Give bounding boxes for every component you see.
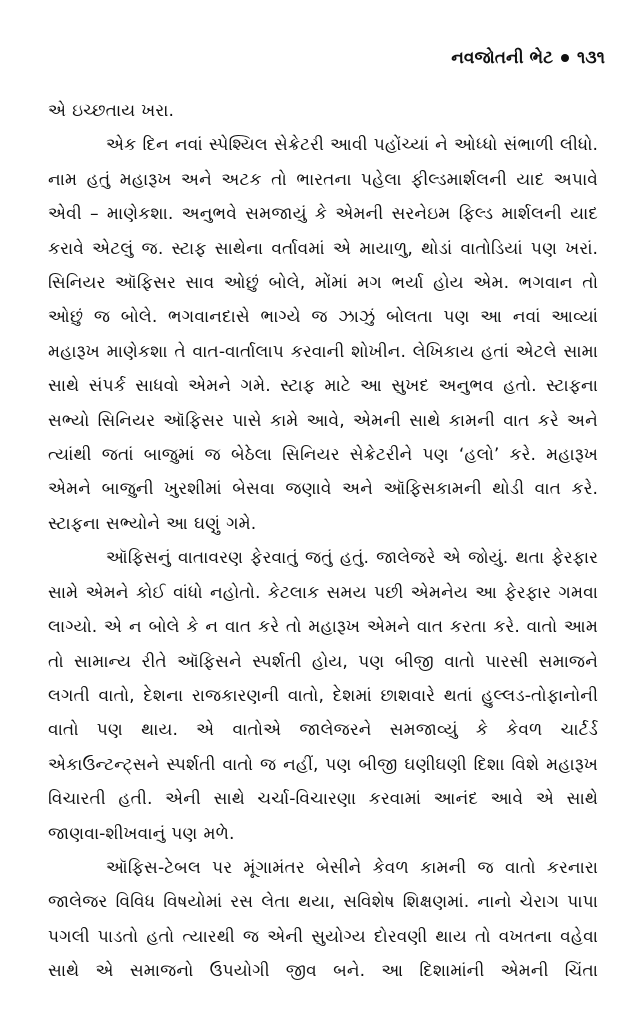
paragraph: એ ઇચ્છતાય ખરા. bbox=[48, 101, 174, 121]
running-header-title: નવજોતની ભેટ bbox=[451, 48, 554, 68]
paragraph: ઑફિસ-ટેબલ પર મૂંગામંતર બેસીને કેવળ કામની જ વાતો કરનારા જાલેજર વિવિધ વિષયોમાં રસ લેતા થયા, સવિશેષ શિક્ષણમાં. નાનો ચેરાગ પાપા પગલી પાડતો હતો ત્યારથી જ એની સુયોગ્ય દોરવણી થાય તો વખતના વહેવા સાથે એ સમાજનો ઉપયોગી જીવ બને. આ દિશામાંની એમની ચિંતા bbox=[48, 857, 598, 982]
bullet-icon bbox=[561, 54, 569, 62]
page-number: ૧૩૧ bbox=[577, 48, 605, 68]
body-text bbox=[48, 94, 598, 989]
paragraph: ઑફિસનું વાતાવરણ ફેરવાતું જતું હતું. જાલેજરે એ જોયું. થતા ફેરફાર સામે એમને કોઈ વાંધો નહોતો. કેટલાક સમય પછી એમનેય આ ફેરફાર ગમવા લાગ્યો. એ ન બોલે કે ન વાત કરે તો મહારૂખ એમને વાત કરતા કરે. વાતો આમ તો સામાન્ય રીતે ઑફિસને સ્પર્શતી હોય, પણ બીજી વાતો પારસી સમાજને લગતી વાતો, દેશના રાજકારણની વાતો, દેશમાં છાશવારે થતાં હુલ્લડ-તોફાનોની વાતો પણ થાય. એ વાતોએ જાલેજરને સમજાવ્યું કે કેવળ ચાર્ટર્ડ એકાઉન્ટન્ટ્સને સ્પર્શતી વાતો જ નહીં, પણ બીજી ઘણીઘણી દિશા વિશે મહારૂખ વિચારતી હતી. એની સાથે ચર્ચા-વિચારણા કરવામાં આનંદ આવે એ સાથે જાણવા-શીખવાનું પણ મળે. bbox=[48, 548, 598, 844]
paragraph: એક દિન નવાં સ્પેશ્યિલ સેક્રેટરી આવી પહોંચ્યાં ને ઓધ્ધો સંભાળી લીધો. નામ હતું મહારૂખ અને અટક તો ભારતના પહેલા ફીલ્ડમાર્શલની યાદ અપાવે એવી – માણેકશા. અનુભવે સમજાયું કે એમની સરનેઇમ ફિલ્ડ માર્શલની યાદ કરાવે એટલું જ. સ્ટાફ સાથેના વર્તાવમાં એ માયાળુ, થોડાં વાતોડિયાં પણ ખરાં. સિનિયર ઑફિસર સાવ ઓછું બોલે, મોંમાં મગ ભર્યા હોય એમ. ભગવાન તો ઓછું જ બોલે. ભગવાનદાસે ભાગ્યે જ ઝાઝું બોલતા પણ આ નવાં આવ્યાં મહારૂખ માણેકશા તે વાત-વાર્તાલાપ કરવાની શોખીન. લેખિકાય હતાં એટલે સામા સાથે સંપર્ક સાધવો એમને ગમે. સ્ટાફ માટે આ સુખદ અનુભવ હતો. સ્ટાફના સભ્યો સિનિયર ઑફિસર પાસે કામે આવે, એમની સાથે કામની વાત કરે અને ત્યાંથી જતાં બાજુમાં જ બેઠેલા સિનિયર સેક્રેટરીને પણ ‘હલો’ કરે. મહારૂખ એમને બાજુની ખુરશીમાં બેસવા જણાવે અને ઑફિસકામની થોડી વાત કરે. સ્ટાફના સભ્યોને આ ઘણું ગમે. bbox=[48, 135, 598, 534]
running-header bbox=[451, 48, 605, 68]
